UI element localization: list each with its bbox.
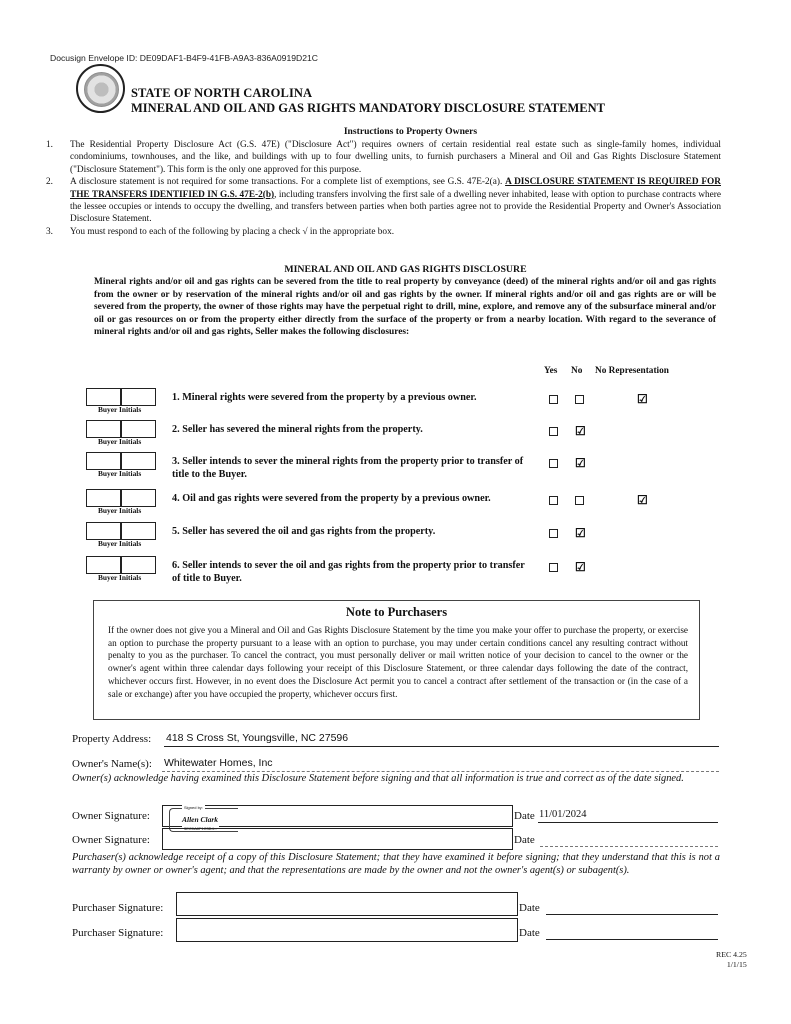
- buyer-initial-box-2[interactable]: [120, 556, 156, 574]
- owner-signature-label-1: Owner Signature:: [72, 810, 150, 822]
- buyer-initial-box-2[interactable]: [120, 452, 156, 470]
- disclosure-statement: 2. Seller has severed the mineral rights from the property.: [172, 424, 423, 435]
- disclosure-statement: 4. Oil and gas rights were severed from the property by a previous owner.: [172, 493, 491, 504]
- buyer-initials-label: Buyer Initials: [98, 437, 142, 446]
- buyer-initial-box-1[interactable]: [86, 556, 122, 574]
- buyer-initials-label: Buyer Initials: [98, 539, 142, 548]
- disclosure-row-6: [86, 556, 706, 592]
- buyer-initials-label: Buyer Initials: [98, 405, 142, 414]
- yes-checkbox[interactable]: [549, 563, 558, 572]
- buyer-initial-box-2[interactable]: [120, 388, 156, 406]
- purchaser-signature-label-2: Purchaser Signature:: [72, 927, 164, 939]
- disclosure-row-2: [86, 420, 706, 456]
- checkbox-checked-icon: ☑: [637, 392, 648, 406]
- no-checkbox[interactable]: [575, 456, 586, 470]
- instruction-text: The Residential Property Disclosure Act (G.S. 47E) ("Disclosure Act") requires owners of certain residential real estate such as single-family homes, individual condominiums, townhouses, and the like, and buildings with up to four dwelling units, to furnish purchasers a Mineral and Oil and Gas Rights Disclosure Statement ("Disclosure Statement"). This form is the only one approved for this purpose.: [70, 140, 721, 175]
- buyer-initial-box-1[interactable]: [86, 452, 122, 470]
- owner-signature-field-1[interactable]: [162, 805, 513, 831]
- owner-signature-label-2: Owner Signature:: [72, 834, 150, 846]
- form-date: 1/1/15: [726, 960, 747, 969]
- form-footer: [716, 950, 747, 970]
- disclosure-statement: 5. Seller has severed the oil and gas rights from the property.: [172, 526, 436, 537]
- buyer-initial-box-2[interactable]: [120, 420, 156, 438]
- buyer-initials-label: Buyer Initials: [98, 469, 142, 478]
- disclosure-paragraph: Mineral rights and/or oil and gas rights can be severed from the title to real property by conveyance (deed) of the mineral rights and/or oil and gas rights from the owner or by reservation of the mineral rights and/or oil and gas rights by the owner. If mineral rights and/or oil and gas rights are or will be severed from the property, the owner of those rights may have the perpetual right to drill, mine, explore, and remove any of the subsurface mineral and/or oil or gas resources on or from the property either directly from the surface of the property or from a nearby location. With regard to the severance of mineral rights and/or oil and gas rights, Seller makes the following disclosures:: [94, 277, 716, 337]
- instruction-number: 2.: [46, 177, 53, 188]
- disclosure-row-5: [86, 522, 706, 558]
- disclosure-heading: MINERAL AND OIL AND GAS RIGHTS DISCLOSURE: [284, 264, 527, 275]
- purchaser-date-label-2: Date: [519, 927, 540, 939]
- purchaser-acknowledgement: Purchaser(s) acknowledge receipt of a copy of this Disclosure Statement; that they have examined it before signing; that they understand that this is not a warranty by owner or owner's agent; and that the representations are made by the owner and not the owner's agent(s) or subagent(s).: [72, 852, 720, 876]
- no-representation-checkbox[interactable]: [637, 493, 648, 507]
- owner-name-value: Whitewater Homes, Inc: [164, 757, 273, 769]
- form-title: MINERAL AND OIL AND GAS RIGHTS MANDATORY DISCLOSURE STATEMENT: [131, 101, 605, 115]
- instruction-number: 3.: [46, 226, 53, 237]
- checkbox-checked-icon: ☑: [575, 456, 586, 470]
- no-checkbox[interactable]: [575, 424, 586, 438]
- instruction-text: , including transfers involving the first sale of a dwelling never inhabited, lease with option to purchase contracts where the lessee occupies or intends to occupy the dwelling, and transfers between parties when both parties agree not to provide the Residential Property and Owner's Association Disclosure Statement.: [70, 189, 721, 225]
- instruction-number: 1.: [46, 140, 53, 150]
- owner-date-label-2: Date: [514, 834, 535, 846]
- buyer-initial-box-2[interactable]: [120, 522, 156, 540]
- purchaser-date-field-1[interactable]: [546, 900, 718, 915]
- instruction-item-2: [46, 176, 721, 226]
- instructions-heading: Instructions to Property Owners: [343, 126, 478, 137]
- property-address-value: 418 S Cross St, Youngsville, NC 27596: [166, 732, 349, 744]
- column-no: No: [571, 366, 583, 376]
- signer-name: Allen Clark: [182, 815, 219, 824]
- instruction-text: A disclosure statement is not required for some transactions. For a complete list of exemptions, see G.S. 47E-2(a).: [70, 177, 506, 188]
- instruction-item-1: [46, 139, 721, 176]
- note-text: If the owner does not give you a Mineral and Oil and Gas Rights Disclosure Statement by the time you make your offer to purchase the property, or exercise an option to purchase the property pursuant to a lease with an option to purchase, you may under certain conditions cancel any resulting contract without penalty to you as the purchaser. To cancel the contract, you must personally deliver or mail written notice of your decision to cancel to the owner or the owner's agent within three calendar days following your receipt of this Disclosure Statement, or three calendar days following the date of the contract, whichever occurs first. However, in no event does the Disclosure Act permit you to cancel a contract after settlement of the transaction or (in the case of a sale or exchange) after you have occupied the property, whichever occurs first.: [108, 625, 688, 699]
- checkbox-checked-icon: ☑: [575, 560, 586, 574]
- owner-date-label-1: Date: [514, 810, 535, 822]
- docusign-envelope-id: Docusign Envelope ID: DE09DAF1-B4F9-41FB-A9A3-836A0919D21C: [50, 53, 318, 63]
- nc-state-seal-icon: [76, 64, 125, 113]
- instruction-text: You must respond to each of the following by placing a check √ in the appropriate box.: [70, 226, 395, 237]
- yes-checkbox[interactable]: [549, 496, 558, 505]
- yes-checkbox[interactable]: [549, 529, 558, 538]
- buyer-initials-label: Buyer Initials: [98, 573, 142, 582]
- property-address-field[interactable]: [164, 731, 719, 747]
- checkbox-checked-icon: ☑: [575, 424, 586, 438]
- no-checkbox[interactable]: [575, 395, 584, 404]
- no-checkbox[interactable]: [575, 496, 584, 505]
- disclosure-row-1: [86, 388, 706, 424]
- note-to-purchasers: [93, 600, 700, 720]
- yes-checkbox[interactable]: [549, 395, 558, 404]
- owner-date-field-1[interactable]: [538, 808, 718, 823]
- purchaser-signature-field-1[interactable]: [176, 892, 518, 916]
- no-checkbox[interactable]: [575, 560, 586, 574]
- disclosure-statement: 1. Mineral rights were severed from the property by a previous owner.: [172, 392, 477, 403]
- owner-acknowledgement: Owner(s) acknowledge having examined this Disclosure Statement before signing and that all information is true and correct as of the date signed.: [72, 773, 684, 784]
- buyer-initial-box-1[interactable]: [86, 522, 122, 540]
- owner-name-label: Owner's Name(s):: [72, 758, 152, 770]
- no-representation-checkbox[interactable]: [637, 392, 648, 406]
- checkbox-checked-icon: ☑: [575, 526, 586, 540]
- disclosure-row-3: [86, 452, 706, 488]
- instruction-item-3: [46, 226, 721, 238]
- instruction-emphasis: A DISCLOSURE STATEMENT IS REQUIRED FOR THE TRANSFERS IDENTIFIED IN G.S. 47E-2(b): [70, 177, 721, 200]
- yes-checkbox[interactable]: [549, 459, 558, 468]
- form-id: REC 4.25: [716, 950, 747, 959]
- purchaser-date-field-2[interactable]: [546, 925, 718, 940]
- purchaser-signature-field-2[interactable]: [176, 918, 518, 942]
- column-no-representation: No Representation: [595, 366, 669, 376]
- owner-date-value-1: 11/01/2024: [539, 809, 587, 820]
- buyer-initial-box-1[interactable]: [86, 489, 122, 507]
- property-address-label: Property Address:: [72, 733, 152, 745]
- instructions-list: [46, 139, 721, 238]
- owner-date-field-2[interactable]: [540, 832, 718, 847]
- purchaser-date-label-1: Date: [519, 902, 540, 914]
- buyer-initial-box-2[interactable]: [120, 489, 156, 507]
- disclosure-row-4: [86, 489, 706, 525]
- yes-checkbox[interactable]: [549, 427, 558, 436]
- no-checkbox[interactable]: [575, 526, 586, 540]
- disclosure-statement: 3. Seller intends to sever the mineral rights from the property prior to transfer of title to the Buyer.: [172, 456, 524, 480]
- buyer-initial-box-1[interactable]: [86, 420, 122, 438]
- column-yes: Yes: [544, 366, 558, 376]
- purchaser-signature-label-1: Purchaser Signature:: [72, 902, 164, 914]
- note-heading: Note to Purchasers: [345, 605, 448, 619]
- disclosure-statement: 6. Seller intends to sever the oil and gas rights from the property prior to transfer of title to Buyer.: [172, 560, 525, 584]
- buyer-initials-label: Buyer Initials: [98, 506, 142, 515]
- owner-name-field[interactable]: [162, 756, 719, 772]
- signed-by-label: Signed by:: [184, 805, 203, 810]
- owner-signature-field-2[interactable]: [162, 828, 513, 850]
- buyer-initial-box-1[interactable]: [86, 388, 122, 406]
- form-title-state: STATE OF NORTH CAROLINA: [131, 86, 313, 100]
- signer-id: 3EC0A8F1C3D4...: [184, 826, 218, 831]
- checkbox-checked-icon: ☑: [637, 493, 648, 507]
